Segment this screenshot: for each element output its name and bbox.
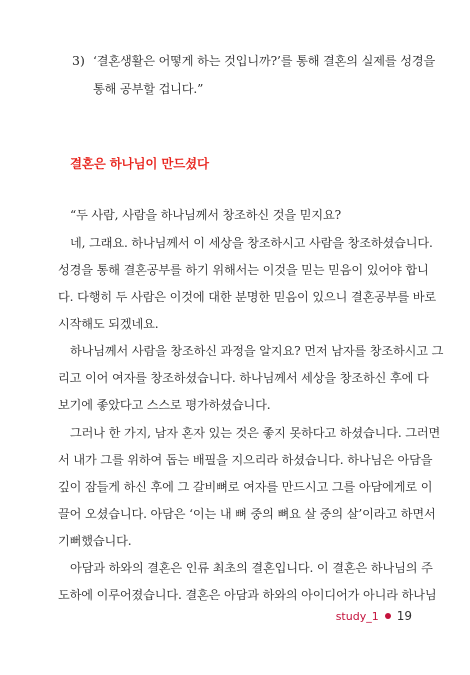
body-line: 성경을 통해 결혼공부를 하기 위해서는 이것을 믿는 믿음이 있어야 합니 [58, 263, 429, 277]
body-line: 도하에 이루어졌습니다. 결혼은 아담과 하와의 아이디어가 아니라 하나님 [58, 588, 437, 602]
list-item-number: 3) [72, 53, 85, 68]
body-line: 끌어 오셨습니다. 아담은 ‘이는 내 뼈 중의 뼈요 살 중의 살’이라고 하면서 [58, 507, 436, 521]
body-line: 서 내가 그를 위하여 돕는 배필을 지으리라 하셨습니다. 하나님은 아담을 [58, 453, 433, 467]
body-line: 리고 이어 여자를 창조하셨습니다. 하나님께서 세상을 창조하신 후에 다 [58, 371, 429, 385]
page-footer [336, 609, 412, 623]
body-line: 아담과 하와의 결혼은 인류 최초의 결혼입니다. 이 결혼은 하나님의 주 [70, 561, 433, 575]
bullet-dot-icon [385, 613, 391, 619]
list-item-text-line-2: 통해 공부할 겁니다.” [93, 82, 204, 96]
page-number: 19 [396, 609, 412, 623]
list-item-text-line-1: ‘결혼생활은 어떻게 하는 것입니까?’를 통해 결혼의 실제를 성경을 [93, 54, 436, 68]
section-heading: 결혼은 하나님이 만드셨다 [70, 156, 209, 171]
body-line: 보기에 좋았다고 스스로 평가하셨습니다. [58, 398, 271, 412]
body-line: 네, 그래요. 하나님께서 이 세상을 창조하시고 사람을 창조하셨습니다. [70, 236, 433, 250]
body-line: 기뻐했습니다. [58, 534, 132, 548]
body-line: 하나님께서 사람을 창조하신 과정을 알지요? 먼저 남자를 창조하시고 그 [70, 344, 444, 358]
body-line: 깊이 잠들게 하신 후에 그 갈비뼈로 여자를 만드시고 그를 아담에게로 이 [58, 480, 433, 494]
chapter-label: study_1 [335, 609, 379, 623]
body-line: 그러나 한 가지, 남자 혼자 있는 것은 좋지 못하다고 하셨습니다. 그러면 [70, 426, 441, 440]
body-line: “두 사람, 사람을 하나님께서 창조하신 것을 믿지요? [70, 208, 341, 222]
body-line: 시작해도 되겠네요. [58, 317, 159, 331]
body-line: 다. 다행히 두 사람은 이것에 대한 분명한 믿음이 있으니 결혼공부를 바로 [58, 290, 437, 304]
